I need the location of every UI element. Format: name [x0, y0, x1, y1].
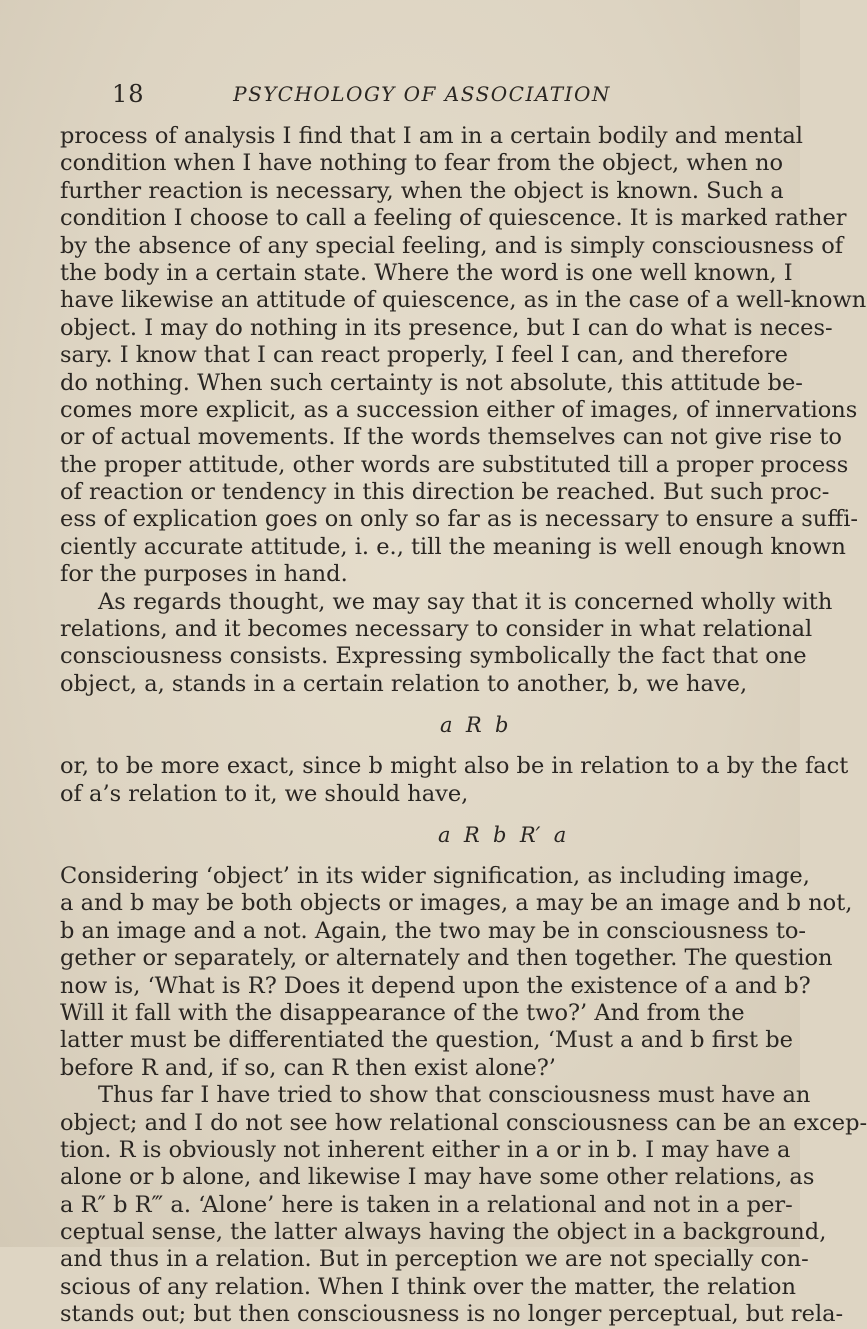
text-line: and thus in a relation. But in perception we are not specially con- [60, 1246, 809, 1273]
text-line: a R″ b R‴ a. ‘Alone’ here is taken in a relational and not in a per- [60, 1191, 793, 1218]
formula-a-r-b: a R b [440, 713, 509, 738]
text-line: latter must be differentiated the question, ‘Must a and b first be [60, 1027, 793, 1054]
text-line: by the absence of any special feeling, and is simply consciousness of [60, 232, 844, 259]
text-line: now is, ‘What is R? Does it depend upon the existence of a and b? [60, 972, 811, 999]
text-line: of reaction or tendency in this direction be reached. But such proc- [60, 479, 830, 506]
text-line: before R and, if so, can R then exist alone?’ [60, 1054, 556, 1081]
text-line: Thus far I have tried to show that consciousness must have an [98, 1082, 811, 1109]
text-line: stands out; but then consciousness is no longer perceptual, but rela- [60, 1301, 844, 1328]
text-line: condition when I have nothing to fear from the object, when no [60, 150, 784, 177]
text-line: or, to be more exact, since b might also be in relation to a by the fact [60, 753, 849, 780]
text-line: for the purposes in hand. [60, 561, 348, 588]
text-line: b an image and a not. Again, the two may be in consciousness to- [60, 917, 807, 944]
text-line: sary. I know that I can react properly, I feel I can, and therefore [60, 342, 788, 369]
text-line: ceptual sense, the latter always having the object in a background, [60, 1219, 827, 1246]
text-line: a and b may be both objects or images, a may be an image and b not, [60, 890, 853, 917]
text-line: further reaction is necessary, when the object is known. Such a [60, 177, 784, 204]
text-line: object, a, stands in a certain relation to another, b, we have, [60, 670, 748, 697]
text-line: gether or separately, or alternately and then together. The question [60, 945, 833, 972]
paragraph-thus-far [60, 1082, 867, 1329]
paragraph-quiescence [60, 123, 867, 589]
running-head: PSYCHOLOGY OF ASSOCIATION [233, 82, 611, 106]
page-number: 18 [112, 80, 145, 108]
text-line: ciently accurate attitude, i. e., till the meaning is well enough known [60, 533, 846, 560]
text-line: relations, and it becomes necessary to consider in what relational [60, 616, 813, 643]
text-line: Will it fall with the disappearance of the two?’ And from the [60, 999, 745, 1026]
page-header [112, 80, 732, 110]
text-line: tion. R is obviously not inherent either in a or in b. I may have a [60, 1136, 791, 1163]
text-line: of a’s relation to it, we should have, [60, 780, 469, 807]
text-line: object; and I do not see how relational consciousness can be an excep- [60, 1109, 867, 1136]
text-line: alone or b alone, and likewise I may have some other relations, as [60, 1164, 815, 1191]
text-line: or of actual movements. If the words themselves can not give rise to [60, 424, 842, 451]
text-line: the proper attitude, other words are substituted till a proper process [60, 451, 849, 478]
text-line: condition I choose to call a feeling of quiescence. It is marked rather [60, 205, 847, 232]
text-line: Considering ‘object’ in its wider signification, as including image, [60, 862, 810, 889]
text-line: object. I may do nothing in its presence, but I can do what is neces- [60, 314, 833, 341]
text-line: comes more explicit, as a succession either of images, of innervations [60, 396, 858, 423]
paragraph-considering-object [60, 862, 853, 1082]
text-line: consciousness consists. Expressing symbolically the fact that one [60, 643, 807, 670]
text-line: scious of any relation. When I think over the matter, the relation [60, 1273, 796, 1300]
paragraph-thought-relations [60, 588, 833, 699]
body-text [60, 123, 867, 1329]
text-line: As regards thought, we may say that it is concerned wholly with [98, 588, 833, 615]
text-line: process of analysis I find that I am in a certain bodily and mental [60, 123, 803, 149]
formula-a-r-b-r-a: a R b R′ a [438, 822, 567, 847]
text-line: do nothing. When such certainty is not absolute, this attitude be- [60, 369, 803, 396]
paragraph-more-exact [60, 753, 849, 808]
text-line: have likewise an attitude of quiescence, as in the case of a well-known [60, 287, 867, 314]
text-line: ess of explication goes on only so far as is necessary to ensure a suffi- [60, 506, 859, 533]
text-line: the body in a certain state. Where the word is one well known, I [60, 259, 793, 286]
